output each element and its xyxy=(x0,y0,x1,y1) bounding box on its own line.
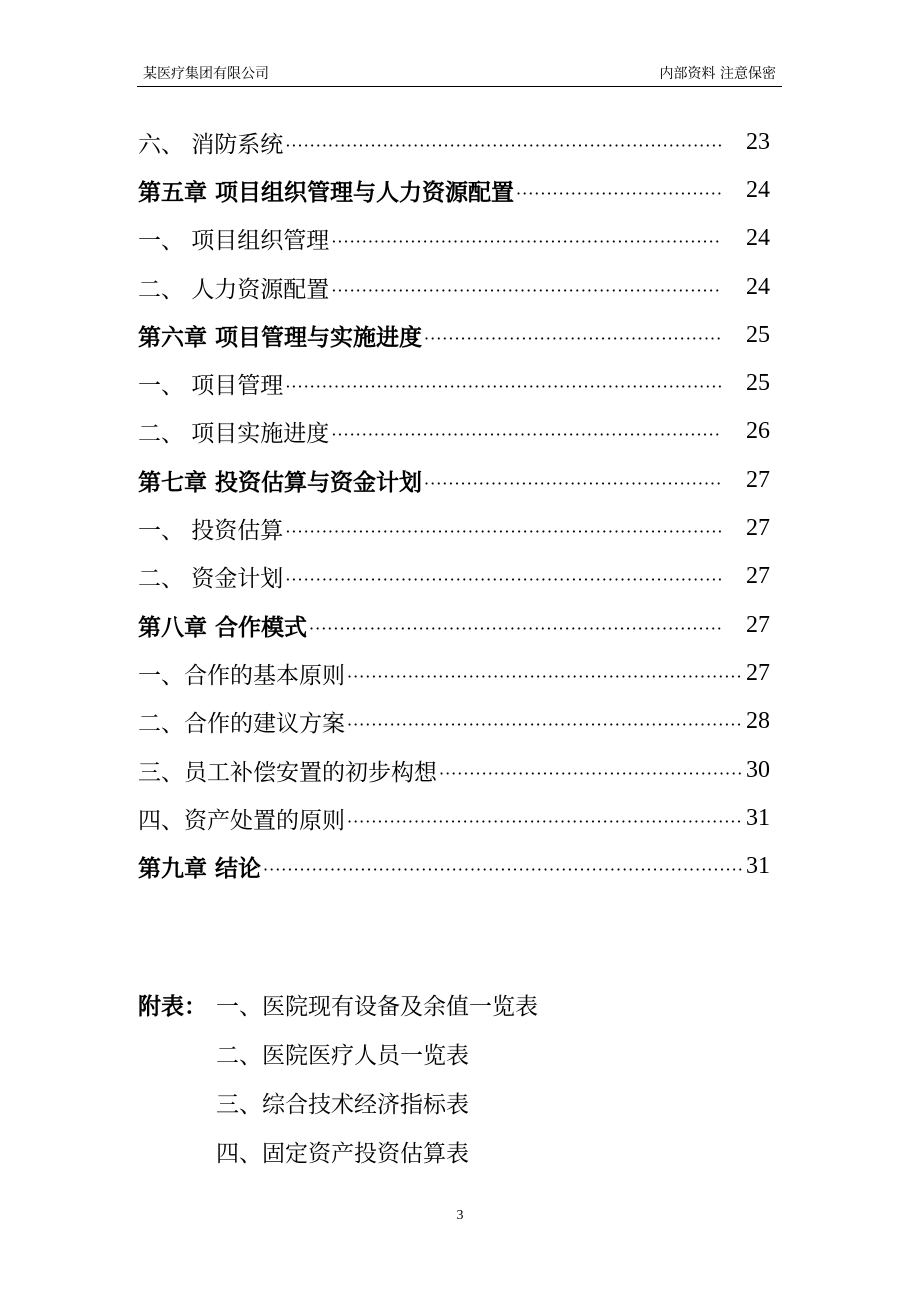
toc-entry-page: 31 xyxy=(746,804,770,831)
dot-leader xyxy=(285,522,722,541)
toc-entry-page: 26 xyxy=(746,418,770,445)
toc-entry-label: 第七章 投资估算与资金计划 xyxy=(138,468,423,496)
appendix-item-label: 三、综合技术经济指标表 xyxy=(216,1092,469,1118)
table-of-contents xyxy=(138,118,770,891)
toc-entry-label: 一、 投资估算 xyxy=(138,518,284,545)
dot-leader xyxy=(424,329,722,348)
dot-leader xyxy=(439,764,744,783)
page-header xyxy=(137,64,782,87)
company-name: 某医疗集团有限公司 xyxy=(143,66,269,82)
toc-entry-page: 30 xyxy=(746,756,770,783)
appendix-item-label: 四、固定资产投资估算表 xyxy=(216,1141,469,1167)
toc-entry-page: 27 xyxy=(746,611,770,638)
dot-leader xyxy=(285,377,722,396)
toc-entry-page: 24 xyxy=(746,225,770,252)
toc-entry-label: 一、 项目组织管理 xyxy=(138,228,330,255)
toc-entry-label: 第八章 合作模式 xyxy=(138,613,308,641)
appendix-item xyxy=(138,980,778,1029)
toc-entry[interactable] xyxy=(138,649,770,697)
toc-chapter-entry[interactable] xyxy=(138,601,770,649)
toc-entry-label: 第九章 结论 xyxy=(138,855,262,883)
appendix-item-label: 二、医院医疗人员一览表 xyxy=(216,1043,469,1069)
toc-entry-page: 23 xyxy=(746,128,770,155)
toc-chapter-entry[interactable] xyxy=(138,842,770,890)
dot-leader xyxy=(285,136,722,155)
toc-entry-page: 25 xyxy=(746,370,770,397)
toc-entry[interactable] xyxy=(138,504,770,552)
toc-entry-page: 24 xyxy=(746,176,770,203)
toc-entry-label: 六、 消防系统 xyxy=(138,131,284,158)
toc-entry[interactable] xyxy=(138,215,770,263)
toc-entry-label: 二、 人力资源配置 xyxy=(138,276,330,303)
toc-entry[interactable] xyxy=(138,746,770,794)
toc-entry[interactable] xyxy=(138,794,770,842)
appendix-heading: 附表： xyxy=(138,993,207,1020)
toc-chapter-entry[interactable] xyxy=(138,456,770,504)
toc-entry-page: 25 xyxy=(746,321,770,348)
toc-entry-page: 24 xyxy=(746,273,770,300)
appendix-item xyxy=(138,1029,778,1078)
appendix-item xyxy=(138,1078,778,1127)
page-number: 3 xyxy=(456,1208,464,1223)
dot-leader xyxy=(285,570,722,589)
dot-leader xyxy=(331,281,722,300)
confidentiality-notice: 内部资料 注意保密 xyxy=(659,66,776,82)
toc-entry-page: 31 xyxy=(746,853,770,880)
dot-leader xyxy=(424,474,722,493)
appendix-item xyxy=(138,1127,778,1176)
toc-entry-label: 一、合作的基本原则 xyxy=(138,662,345,689)
toc-entry-label: 一、 项目管理 xyxy=(138,373,284,400)
dot-leader xyxy=(516,184,722,203)
toc-entry-label: 第六章 项目管理与实施进度 xyxy=(138,323,423,351)
toc-chapter-entry[interactable] xyxy=(138,166,770,214)
toc-entry[interactable] xyxy=(138,359,770,407)
toc-entry[interactable] xyxy=(138,698,770,746)
toc-entry[interactable] xyxy=(138,263,770,311)
toc-entry-page: 27 xyxy=(746,659,770,686)
dot-leader xyxy=(309,619,722,638)
toc-entry[interactable] xyxy=(138,553,770,601)
dot-leader xyxy=(347,667,744,686)
toc-entry-page: 27 xyxy=(746,563,770,590)
toc-entry-page: 28 xyxy=(746,708,770,735)
dot-leader xyxy=(263,860,744,879)
dot-leader xyxy=(331,232,722,251)
toc-entry-page: 27 xyxy=(746,515,770,542)
dot-leader xyxy=(347,812,744,831)
toc-entry-label: 二、合作的建议方案 xyxy=(138,711,345,738)
dot-leader xyxy=(331,425,722,444)
toc-entry-label: 三、员工补偿安置的初步构想 xyxy=(138,759,437,786)
appendix-item-label: 一、医院现有设备及余值一览表 xyxy=(216,994,538,1020)
toc-entry-label: 二、 资金计划 xyxy=(138,566,284,593)
toc-entry-page: 27 xyxy=(746,466,770,493)
dot-leader xyxy=(347,715,744,734)
toc-chapter-entry[interactable] xyxy=(138,311,770,359)
toc-entry-label: 第五章 项目组织管理与人力资源配置 xyxy=(138,178,515,206)
toc-entry-label: 二、 项目实施进度 xyxy=(138,421,330,448)
toc-entry[interactable] xyxy=(138,408,770,456)
toc-entry[interactable] xyxy=(138,118,770,166)
appendix-list xyxy=(138,980,778,1176)
toc-entry-label: 四、资产处置的原则 xyxy=(138,807,345,834)
